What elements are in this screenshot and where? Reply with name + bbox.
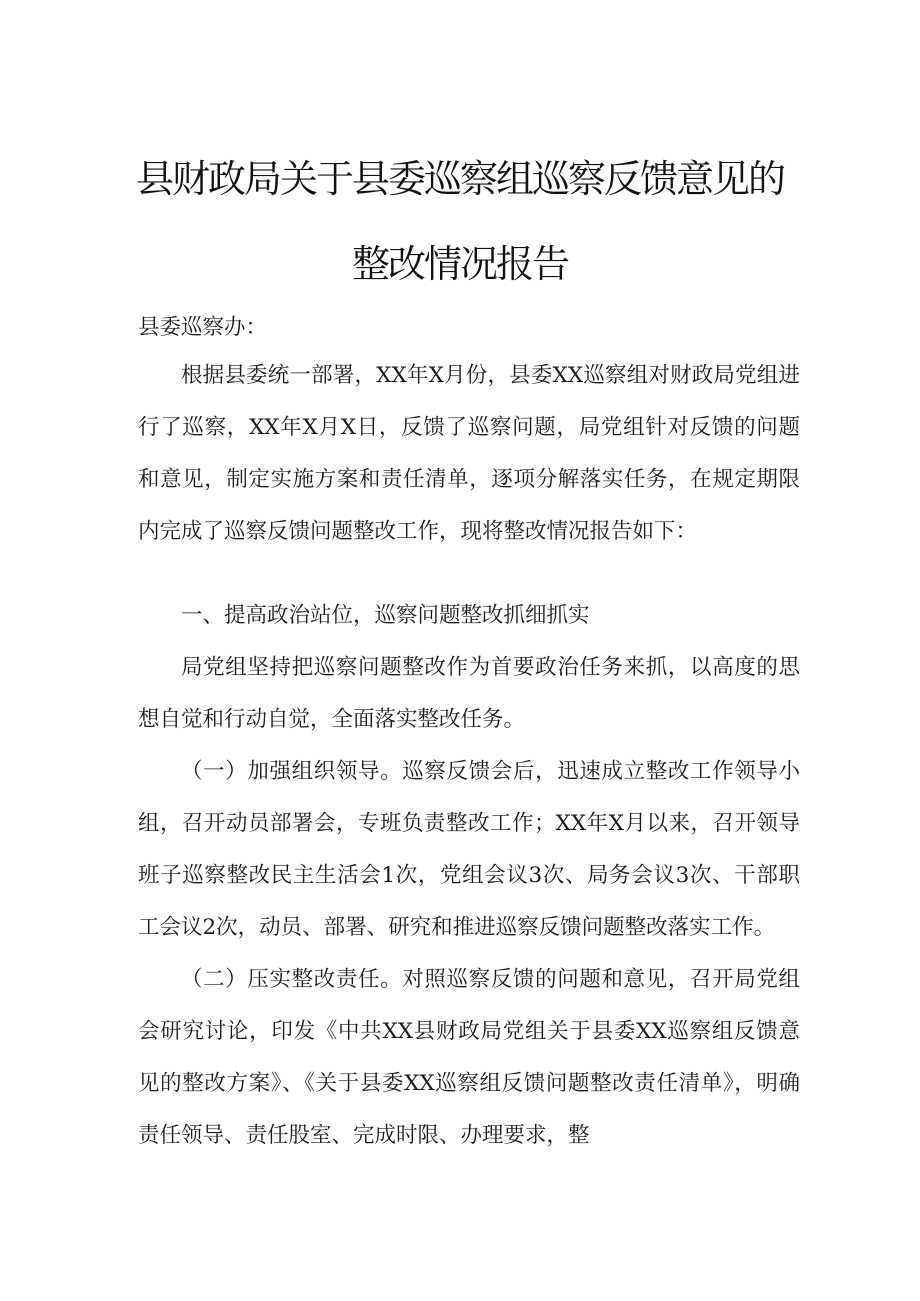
body-block-intro — [138, 350, 800, 558]
section-1-heading: 一、提高政治站位，巡察问题整改抓细抓实 — [181, 603, 590, 628]
body-block-section-1 — [138, 590, 800, 1162]
intro-paragraph: 根据县委统一部署，XX年X月份，县委XX巡察组对财政局党组进行了巡察，XX年X月X日，反馈了巡察问题，局党组针对反馈的问题和意见，制定实施方案和责任清单，逐项分解落实任务，在规定期限内完成了巡察反馈问题整改工作，现将整改情况报告如下： — [138, 363, 800, 544]
salutation: 县委巡察办： — [138, 315, 268, 340]
item-2-paragraph: （二）压实整改责任。对照巡察反馈的问题和意见，召开局党组会研究讨论，印发《中共XX县财政局党组关于县委XX巡察组反馈意见的整改方案》、《关于县委XX巡察组反馈问题整改责任清单》，明确责任领导、责任股室、完成时限、办理要求，整 — [138, 967, 800, 1148]
document-title-line-1: 县财政局关于县委巡察组巡察反馈意见的 — [135, 157, 784, 201]
document-title-line-2: 整改情况报告 — [351, 242, 568, 286]
item-1-paragraph: （一）加强组织领导。巡察反馈会后，迅速成立整改工作领导小组，召开动员部署会，专班负责整改工作；XX年X月以来，召开领导班子巡察整改民主生活会1次，党组会议3次、局务会议3次、干部职工会议2次，动员、部署、研究和推进巡察反馈问题整改落实工作。 — [138, 759, 800, 940]
section-1-intro-paragraph: 局党组坚持把巡察问题整改作为首要政治任务来抓，以高度的思想自觉和行动自觉，全面落实整改任务。 — [138, 655, 800, 732]
